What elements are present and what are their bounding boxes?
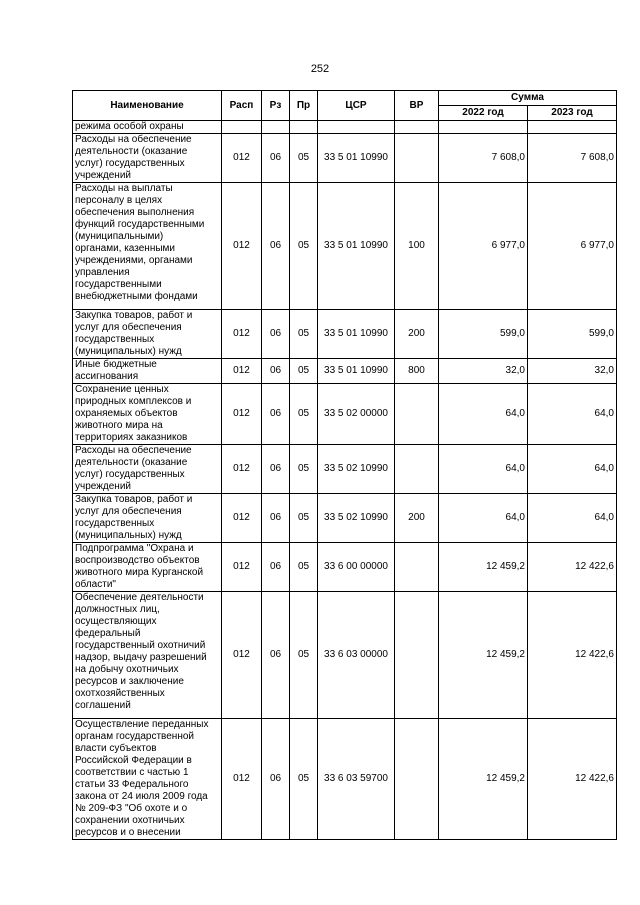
row-pr-cell: 05 (290, 134, 318, 183)
header-vr: ВР (395, 91, 439, 121)
row-name-cell: Иные бюджетные ассигнования (73, 359, 222, 384)
table-row (73, 183, 617, 310)
row-rz-cell: 06 (262, 543, 290, 592)
row-csr-cell: 33 5 02 10990 (318, 494, 395, 543)
row-name-cell: Расходы на обеспечение деятельности (оказание услуг) государственных учреждений (73, 134, 222, 183)
table-row (73, 134, 617, 183)
row-vr-cell: 200 (395, 494, 439, 543)
row-rasp-cell: 012 (222, 719, 262, 840)
row-2022-cell: 12 459,2 (439, 592, 528, 719)
row-rasp-cell: 012 (222, 359, 262, 384)
row-2023-cell: 64,0 (528, 384, 617, 445)
row-vr-cell (395, 592, 439, 719)
row-rz-cell: 06 (262, 310, 290, 359)
page-number: 252 (310, 63, 330, 75)
row-csr-cell: 33 5 01 10990 (318, 359, 395, 384)
row-2022-cell: 64,0 (439, 384, 528, 445)
row-rz-cell: 06 (262, 445, 290, 494)
row-2023-cell: 6 977,0 (528, 183, 617, 310)
row-rasp-cell: 012 (222, 592, 262, 719)
row-2023-cell: 64,0 (528, 494, 617, 543)
row-name-cell: Закупка товаров, работ и услуг для обеспечения государственных (муниципальных) нужд (73, 310, 222, 359)
row-2023-cell: 32,0 (528, 359, 617, 384)
row-rz-cell: 06 (262, 592, 290, 719)
row-vr-cell (395, 719, 439, 840)
table-row (73, 384, 617, 445)
row-name-cell: Обеспечение деятельности должностных лиц, осуществляющих федеральный государственный охотничий надзор, выдачу разрешений на добычу охотничьих ресурсов и заключение охотхозяйственных соглашений (73, 592, 222, 719)
header-2022: 2022 год (439, 106, 528, 121)
row-2022-cell: 64,0 (439, 494, 528, 543)
row-name-cell: Осуществление переданных органам государственной власти субъектов Российской Федерации в соответствии с частью 1 статьи 33 Федерального закона от 24 июля 2009 года № 209-ФЗ "Об охоте и о сохранении охотничьих ресурсов и о внесении (73, 719, 222, 840)
row-pr-cell: 05 (290, 592, 318, 719)
row-2023-cell (528, 121, 617, 134)
row-pr-cell: 05 (290, 359, 318, 384)
row-2022-cell: 599,0 (439, 310, 528, 359)
row-vr-cell: 200 (395, 310, 439, 359)
header-pr: Пр (290, 91, 318, 121)
row-csr-cell: 33 5 02 00000 (318, 384, 395, 445)
row-rasp-cell: 012 (222, 494, 262, 543)
row-vr-cell (395, 134, 439, 183)
row-rasp-cell: 012 (222, 310, 262, 359)
row-pr-cell: 05 (290, 543, 318, 592)
row-rz-cell: 06 (262, 719, 290, 840)
row-rz-cell: 06 (262, 183, 290, 310)
row-rz-cell: 06 (262, 384, 290, 445)
table-row (73, 121, 617, 134)
row-pr-cell: 05 (290, 494, 318, 543)
row-2023-cell: 64,0 (528, 445, 617, 494)
row-2022-cell: 7 608,0 (439, 134, 528, 183)
row-rz-cell: 06 (262, 359, 290, 384)
row-csr-cell: 33 6 03 59700 (318, 719, 395, 840)
row-name-cell: Закупка товаров, работ и услуг для обеспечения государственных (муниципальных) нужд (73, 494, 222, 543)
row-csr-cell: 33 6 03 00000 (318, 592, 395, 719)
row-name-cell: Расходы на обеспечение деятельности (оказание услуг) государственных учреждений (73, 445, 222, 494)
row-2023-cell: 599,0 (528, 310, 617, 359)
row-vr-cell (395, 384, 439, 445)
row-2022-cell: 32,0 (439, 359, 528, 384)
row-2022-cell: 64,0 (439, 445, 528, 494)
table-row (73, 359, 617, 384)
row-rasp-cell: 012 (222, 384, 262, 445)
header-name: Наименование (73, 91, 222, 121)
row-2023-cell: 12 422,6 (528, 719, 617, 840)
header-2023: 2023 год (528, 106, 617, 121)
row-csr-cell (318, 121, 395, 134)
row-name-cell: Подпрограмма "Охрана и воспроизводство объектов животного мира Курганской области" (73, 543, 222, 592)
header-csr: ЦСР (318, 91, 395, 121)
row-csr-cell: 33 5 01 10990 (318, 183, 395, 310)
table-row (73, 719, 617, 840)
row-2022-cell: 12 459,2 (439, 543, 528, 592)
row-csr-cell: 33 5 01 10990 (318, 134, 395, 183)
row-pr-cell: 05 (290, 445, 318, 494)
table-row (73, 310, 617, 359)
table-row (73, 592, 617, 719)
row-rz-cell (262, 121, 290, 134)
row-name-cell: Сохранение ценных природных комплексов и охраняемых объектов животного мира на территориях заказников (73, 384, 222, 445)
table-row (73, 494, 617, 543)
row-rasp-cell: 012 (222, 134, 262, 183)
row-rz-cell: 06 (262, 134, 290, 183)
row-vr-cell (395, 543, 439, 592)
row-2022-cell: 6 977,0 (439, 183, 528, 310)
row-vr-cell (395, 445, 439, 494)
row-name-cell: режима особой охраны (73, 121, 222, 134)
row-name-cell: Расходы на выплаты персоналу в целях обеспечения выполнения функций государственными (муниципальными) органами, казенными учреждениями, органами управления государственными внебюджетными фондами (73, 183, 222, 310)
row-pr-cell (290, 121, 318, 134)
row-vr-cell (395, 121, 439, 134)
row-vr-cell: 800 (395, 359, 439, 384)
row-rasp-cell (222, 121, 262, 134)
row-rasp-cell: 012 (222, 183, 262, 310)
row-2023-cell: 7 608,0 (528, 134, 617, 183)
row-csr-cell: 33 5 01 10990 (318, 310, 395, 359)
row-pr-cell: 05 (290, 384, 318, 445)
row-vr-cell: 100 (395, 183, 439, 310)
row-2022-cell (439, 121, 528, 134)
table-row (73, 543, 617, 592)
row-pr-cell: 05 (290, 719, 318, 840)
row-pr-cell: 05 (290, 310, 318, 359)
header-rasp: Расп (222, 91, 262, 121)
row-csr-cell: 33 6 00 00000 (318, 543, 395, 592)
table-row (73, 445, 617, 494)
row-2023-cell: 12 422,6 (528, 543, 617, 592)
header-sum: Сумма (439, 91, 617, 106)
header-rz: Рз (262, 91, 290, 121)
row-csr-cell: 33 5 02 10990 (318, 445, 395, 494)
budget-table (72, 90, 617, 840)
row-2023-cell: 12 422,6 (528, 592, 617, 719)
row-rasp-cell: 012 (222, 543, 262, 592)
row-2022-cell: 12 459,2 (439, 719, 528, 840)
row-pr-cell: 05 (290, 183, 318, 310)
row-rasp-cell: 012 (222, 445, 262, 494)
row-rz-cell: 06 (262, 494, 290, 543)
